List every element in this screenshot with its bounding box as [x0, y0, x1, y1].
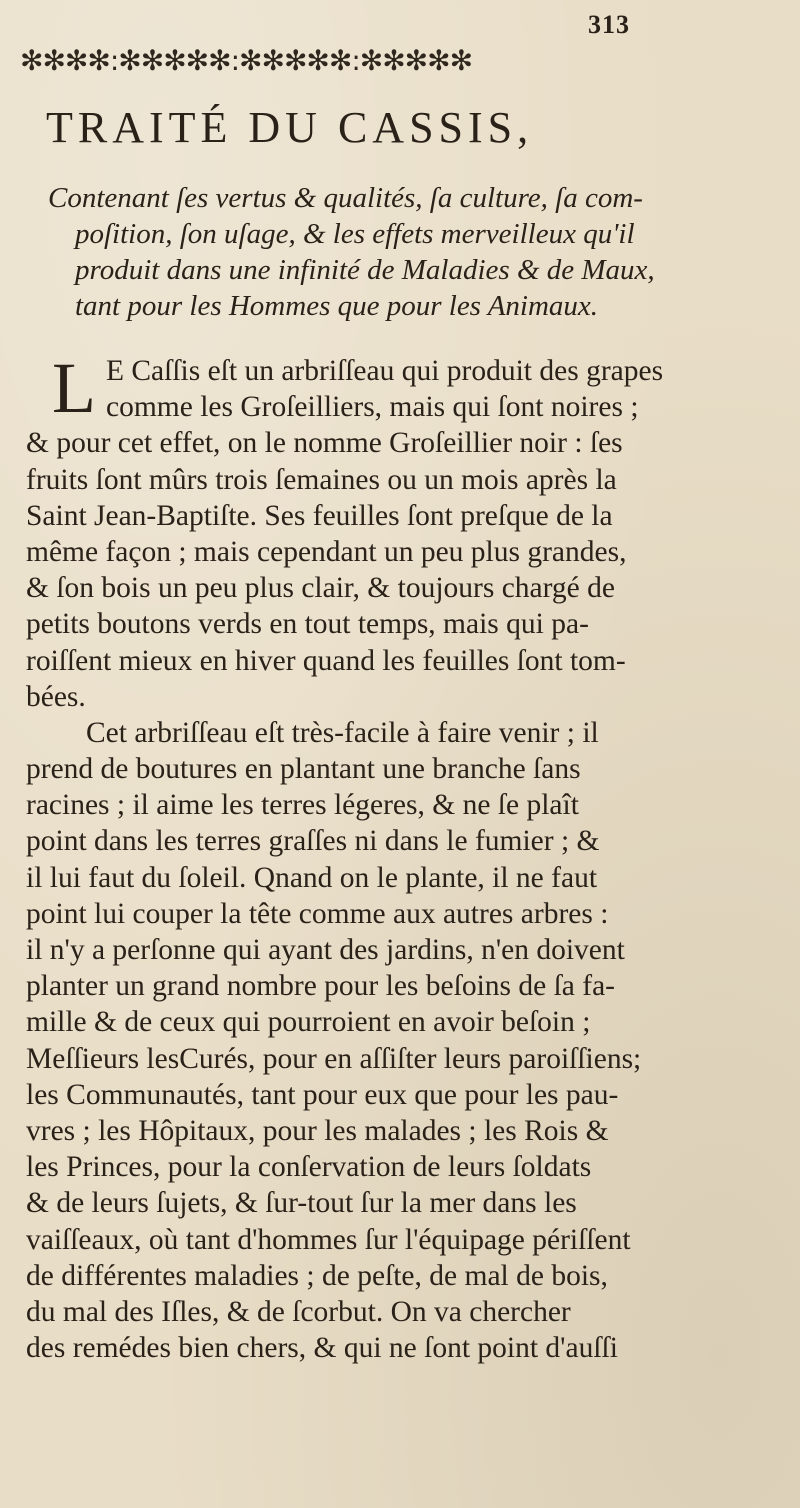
text-line: & de leurs ſujets, & ſur-tout ſur la mer dans les — [26, 1187, 577, 1220]
text-line: petits boutons verds en tout temps, mais qui pa- — [26, 608, 589, 641]
text-line: Cet arbriſſeau eſt très-facile à faire venir ; il — [86, 716, 599, 749]
text-line: des remédes bien chers, & qui ne ſont point d'auſſi — [26, 1332, 618, 1365]
text-line: point dans les terres graſſes ni dans le fumier ; & — [26, 825, 600, 858]
text-line: E Caſſis eſt un arbriſſeau qui produit des grapes — [105, 355, 664, 387]
paragraph-1 — [26, 348, 774, 715]
page-number: 313 — [588, 10, 630, 39]
text-line: vres ; les Hôpitaux, pour les malades ; les Rois & — [26, 1114, 609, 1147]
text-line: fruits ſont mûrs trois ſemaines ou un mois après la — [26, 463, 617, 496]
text-line: planter un grand nombre pour les beſoins de ſa fa- — [26, 970, 615, 1003]
subtitle — [48, 180, 748, 324]
text-line: racines ; il aime les terres légeres, & ne ſe plaît — [26, 789, 579, 822]
text-line: même façon ; mais cependant un peu plus grandes, — [26, 535, 627, 568]
text-line: les Princes, pour la conſervation de leurs ſoldats — [26, 1151, 592, 1184]
text-line: prend de boutures en plantant une branche ſans — [26, 753, 581, 786]
text-line: & pour cet effet, on le nomme Groſeillier noir : ſes — [26, 427, 623, 460]
body-text — [26, 348, 774, 1366]
header-ornament: ✻✻✻✻:✻✻✻✻✻:✻✻✻✻✻:✻✻✻✻✻ — [20, 44, 473, 77]
text-line: Meſſieurs lesCurés, pour en aſſiſter leurs paroiſſiens; — [26, 1042, 642, 1075]
text-line: Saint Jean-Baptiſte. Ses feuilles ſont preſque de la — [26, 499, 613, 532]
text-line: & ſon bois un peu plus clair, & toujours chargé de — [26, 572, 615, 605]
subtitle-line: poſition, ſon uſage, & les effets merveilleux qu'il — [75, 218, 635, 250]
page-title: TRAITÉ DU CASSIS, — [46, 103, 534, 152]
text-line: roiſſent mieux en hiver quand les feuilles ſont tom- — [26, 644, 626, 677]
subtitle-line: tant pour les Hommes que pour les Animaux. — [75, 290, 599, 322]
text-line: bées. — [26, 680, 86, 713]
subtitle-line: Contenant ſes vertus & qualités, ſa culture, ſa com- — [48, 182, 643, 214]
paragraph-2 — [26, 715, 774, 1366]
text-line: de différentes maladies ; de peſte, de mal de bois, — [26, 1259, 608, 1292]
text-line: du mal des Iſles, & de ſcorbut. On va chercher — [26, 1295, 571, 1328]
text-line: il lui faut du ſoleil. Qnand on le plante, il ne faut — [26, 861, 598, 894]
text-line: il n'y a perſonne qui ayant des jardins, n'en doivent — [26, 934, 625, 966]
text-line: les Communautés, tant pour eux que pour les pau- — [26, 1078, 619, 1111]
text-line: mille & de ceux qui pourroient en avoir beſoin ; — [26, 1006, 591, 1039]
text-line: point lui couper la tête comme aux autres arbres : — [26, 897, 609, 930]
subtitle-line: produit dans une infinité de Maladies & de Maux, — [75, 254, 655, 286]
text-line: comme les Groſeilliers, mais qui ſont noires ; — [105, 391, 639, 424]
text-line: vaiſſeaux, où tant d'hommes ſur l'équipage périſſent — [26, 1223, 631, 1256]
drop-cap: L — [52, 348, 96, 428]
